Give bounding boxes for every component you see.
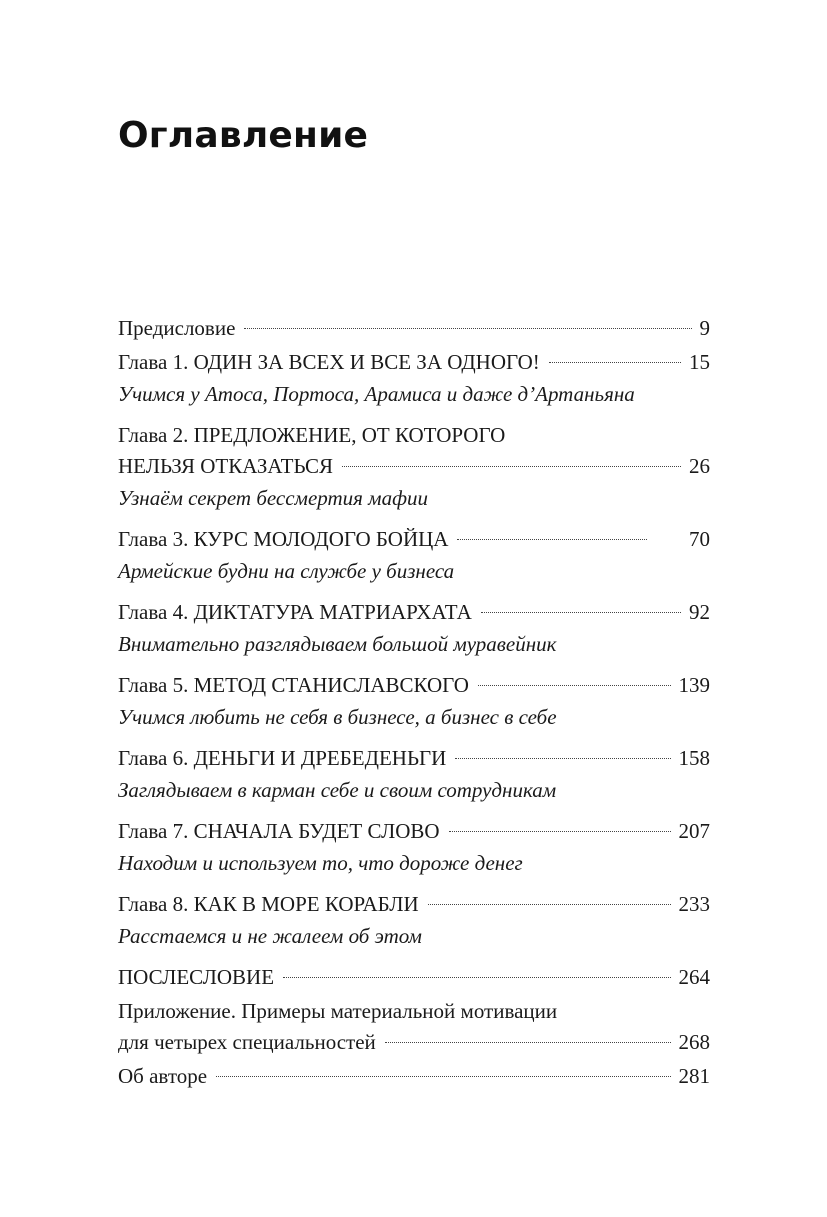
toc-line: [118, 313, 710, 344]
dot-leader: [342, 466, 681, 467]
toc-entry-label: Глава 8. КАК В МОРЕ КОРАБЛИ: [118, 892, 419, 916]
toc-entry-chapter-5[interactable]: [118, 670, 710, 733]
toc-entry-about-author[interactable]: [118, 1061, 710, 1092]
toc-entry-subtitle: Учимся любить не себя в бизнесе, а бизнес в себе: [118, 705, 557, 729]
toc-page-number: 15: [689, 350, 710, 374]
toc-page-number: 268: [678, 1030, 710, 1054]
toc-line: [118, 996, 710, 1027]
toc-entry-label: Предисловие: [118, 316, 236, 340]
toc-entry-label: Глава 7. СНАЧАЛА БУДЕТ СЛОВО: [118, 819, 440, 843]
toc-entry-chapter-7[interactable]: [118, 816, 710, 879]
toc-line: [118, 889, 710, 920]
toc-entry-label-line-2: НЕЛЬЗЯ ОТКАЗАТЬСЯ: [118, 454, 334, 478]
toc-entry-chapter-4[interactable]: [118, 597, 710, 660]
toc-page-number: 70: [689, 527, 710, 551]
toc-line: [118, 1061, 710, 1092]
toc-line: [118, 962, 710, 993]
toc-page-number: 9: [699, 316, 710, 340]
toc-entry-subtitle: Внимательно разглядываем большой муравейник: [118, 632, 557, 656]
toc-entry-chapter-2[interactable]: [118, 420, 710, 514]
toc-line: [118, 1027, 710, 1058]
toc-entry-chapter-6[interactable]: [118, 743, 710, 806]
dot-leader: [549, 362, 681, 363]
dot-leader: [283, 977, 670, 978]
page-title: Оглавление: [118, 115, 369, 156]
toc-entry-chapter-1[interactable]: [118, 347, 710, 410]
toc-page-number: 26: [689, 454, 710, 478]
toc-entry-label: Глава 4. ДИКТАТУРА МАТРИАРХАТА: [118, 600, 472, 624]
toc-entry-label-line-1: Приложение. Примеры материальной мотивации: [118, 999, 558, 1023]
toc-entry-label: Глава 6. ДЕНЬГИ И ДРЕБЕДЕНЬГИ: [118, 746, 447, 770]
toc-entry-label-line-1: Глава 2. ПРЕДЛОЖЕНИЕ, ОТ КОТОРОГО: [118, 423, 506, 447]
toc-entry-appendix[interactable]: [118, 996, 710, 1058]
dot-leader: [478, 685, 671, 686]
toc-line: [118, 347, 710, 378]
toc-entry-label: Глава 5. МЕТОД СТАНИСЛАВСКОГО: [118, 673, 469, 697]
toc-line: [118, 816, 710, 847]
toc-line: [118, 420, 710, 451]
dot-leader: [244, 328, 691, 329]
toc-entry-subtitle: Узнаём секрет бессмертия мафии: [118, 486, 428, 510]
dot-leader: [449, 831, 671, 832]
dot-leader: [455, 758, 670, 759]
dot-leader: [385, 1042, 671, 1043]
toc-line: [118, 743, 710, 774]
toc-entry-label-line-2: для четырех специальностей: [118, 1030, 376, 1054]
toc-page-number: 207: [678, 819, 710, 843]
toc-page-number: 233: [678, 892, 710, 916]
toc-line: [118, 524, 710, 555]
dot-leader: [457, 539, 647, 540]
toc-entry-chapter-3[interactable]: [118, 524, 710, 587]
toc-entry-subtitle: Армейские будни на службе у бизнеса: [118, 559, 455, 583]
toc-line: [118, 670, 710, 701]
dot-leader: [216, 1076, 670, 1077]
toc-entry-chapter-8[interactable]: [118, 889, 710, 952]
toc-page-number: 158: [678, 746, 710, 770]
toc-line: [118, 597, 710, 628]
toc-page-number: 264: [678, 965, 710, 989]
toc-page-number: 281: [678, 1064, 710, 1088]
toc-entry-subtitle: Заглядываем в карман себе и своим сотрудникам: [118, 778, 557, 802]
toc-entry-afterword[interactable]: [118, 962, 710, 993]
toc-entry-subtitle: Находим и используем то, что дороже денег: [118, 851, 523, 875]
toc-page-number: 92: [689, 600, 710, 624]
toc-entry-subtitle: Учимся у Атоса, Портоса, Арамиса и даже д’Артаньяна: [118, 382, 635, 406]
toc-entry-subtitle: Расстаемся и не жалеем об этом: [118, 924, 422, 948]
toc-line: [118, 451, 710, 482]
toc-page-number: 139: [678, 673, 710, 697]
dot-leader: [481, 612, 681, 613]
toc-entry-label: Глава 3. КУРС МОЛОДОГО БОЙЦА: [118, 527, 449, 551]
toc-entry-preface[interactable]: [118, 313, 710, 344]
toc-entry-label: Глава 1. ОДИН ЗА ВСЕХ И ВСЕ ЗА ОДНОГО!: [118, 350, 540, 374]
dot-leader: [428, 904, 671, 905]
table-of-contents: [118, 313, 710, 1092]
toc-entry-label: ПОСЛЕСЛОВИЕ: [118, 965, 275, 989]
toc-entry-label: Об авторе: [118, 1064, 208, 1088]
